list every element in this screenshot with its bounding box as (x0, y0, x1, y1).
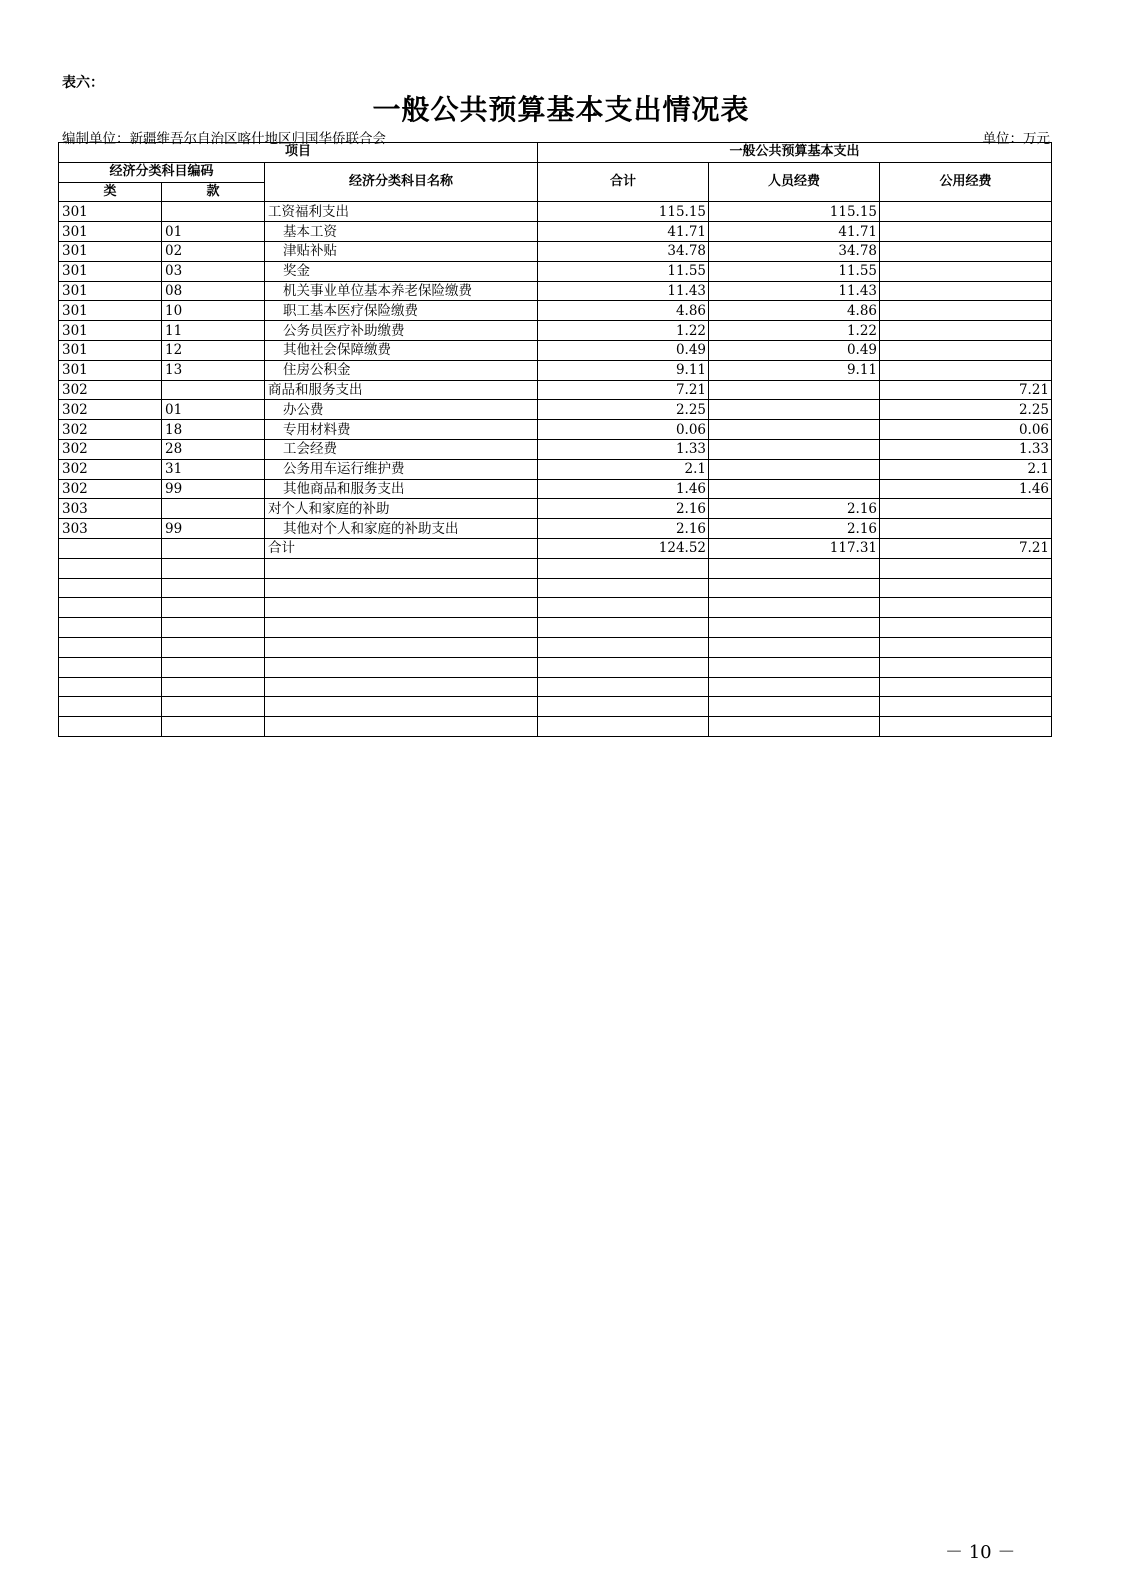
page-title: 一般公共预算基本支出情况表 (372, 93, 750, 126)
cell-name (265, 558, 538, 578)
cell-public (880, 578, 1052, 598)
table-row (59, 420, 1052, 440)
cell-public (880, 519, 1052, 539)
cell-name: 对个人和家庭的补助 (265, 499, 538, 519)
table-row (59, 657, 1052, 677)
cell-public: 2.25 (880, 400, 1052, 420)
cell-personnel: 0.49 (709, 340, 880, 360)
header-code-group: 经济分类科目编码 (59, 162, 265, 182)
cell-lei: 302 (59, 400, 162, 420)
table-row (59, 697, 1052, 717)
cell-personnel: 115.15 (709, 202, 880, 222)
cell-public (880, 697, 1052, 717)
cell-name: 商品和服务支出 (265, 380, 538, 400)
cell-public (880, 340, 1052, 360)
cell-name (265, 618, 538, 638)
table-row (59, 479, 1052, 499)
cell-kuan (162, 677, 265, 697)
cell-personnel (709, 697, 880, 717)
cell-kuan: 02 (162, 241, 265, 261)
cell-name: 其他商品和服务支出 (265, 479, 538, 499)
cell-lei (59, 637, 162, 657)
cell-public: 1.46 (880, 479, 1052, 499)
cell-personnel (709, 558, 880, 578)
cell-personnel: 2.16 (709, 499, 880, 519)
cell-lei: 302 (59, 479, 162, 499)
cell-public (880, 241, 1052, 261)
cell-personnel: 9.11 (709, 360, 880, 380)
cell-total: 7.21 (538, 380, 709, 400)
cell-lei (59, 697, 162, 717)
cell-lei: 302 (59, 380, 162, 400)
cell-public (880, 301, 1052, 321)
cell-total: 11.55 (538, 261, 709, 281)
table-row (59, 360, 1052, 380)
cell-kuan: 12 (162, 340, 265, 360)
cell-lei: 301 (59, 261, 162, 281)
cell-lei (59, 677, 162, 697)
table-row (59, 202, 1052, 222)
cell-kuan (162, 202, 265, 222)
cell-total (538, 657, 709, 677)
cell-public (880, 222, 1052, 242)
cell-public: 1.33 (880, 439, 1052, 459)
cell-kuan: 13 (162, 360, 265, 380)
cell-personnel (709, 637, 880, 657)
cell-lei: 301 (59, 340, 162, 360)
table-body (59, 202, 1052, 737)
cell-public: 7.21 (880, 380, 1052, 400)
table-row (59, 618, 1052, 638)
cell-name: 奖金 (265, 261, 538, 281)
cell-total: 2.16 (538, 499, 709, 519)
cell-lei (59, 538, 162, 558)
cell-name: 职工基本医疗保险缴费 (265, 301, 538, 321)
table-row (59, 459, 1052, 479)
cell-total (538, 618, 709, 638)
cell-total: 2.25 (538, 400, 709, 420)
cell-kuan (162, 380, 265, 400)
cell-personnel: 117.31 (709, 538, 880, 558)
cell-kuan (162, 657, 265, 677)
cell-total: 9.11 (538, 360, 709, 380)
cell-personnel: 41.71 (709, 222, 880, 242)
table-row (59, 241, 1052, 261)
cell-total: 4.86 (538, 301, 709, 321)
cell-total (538, 637, 709, 657)
cell-personnel: 4.86 (709, 301, 880, 321)
cell-public (880, 657, 1052, 677)
cell-personnel: 11.55 (709, 261, 880, 281)
cell-name: 专用材料费 (265, 420, 538, 440)
cell-public (880, 637, 1052, 657)
cell-personnel (709, 717, 880, 737)
cell-total: 124.52 (538, 538, 709, 558)
cell-kuan: 28 (162, 439, 265, 459)
cell-public (880, 677, 1052, 697)
cell-public (880, 598, 1052, 618)
cell-total: 115.15 (538, 202, 709, 222)
cell-kuan: 01 (162, 222, 265, 242)
cell-lei: 301 (59, 281, 162, 301)
table-row (59, 677, 1052, 697)
money-unit: 单位：万元 (982, 131, 1050, 147)
table-row (59, 261, 1052, 281)
cell-total: 0.49 (538, 340, 709, 360)
cell-public: 0.06 (880, 420, 1052, 440)
cell-personnel: 11.43 (709, 281, 880, 301)
cell-kuan: 31 (162, 459, 265, 479)
cell-name: 津贴补贴 (265, 241, 538, 261)
header-name: 经济分类科目名称 (265, 162, 538, 202)
header-public: 公用经费 (880, 162, 1052, 202)
cell-name (265, 637, 538, 657)
cell-kuan (162, 717, 265, 737)
cell-personnel (709, 439, 880, 459)
cell-lei: 302 (59, 459, 162, 479)
header-lei: 类 (59, 182, 162, 202)
cell-kuan (162, 598, 265, 618)
cell-personnel (709, 380, 880, 400)
cell-total: 2.1 (538, 459, 709, 479)
cell-kuan: 08 (162, 281, 265, 301)
cell-name: 机关事业单位基本养老保险缴费 (265, 281, 538, 301)
cell-name: 公务员医疗补助缴费 (265, 321, 538, 341)
table-row (59, 558, 1052, 578)
cell-lei: 301 (59, 301, 162, 321)
table-row (59, 222, 1052, 242)
table-row (59, 281, 1052, 301)
cell-total: 1.22 (538, 321, 709, 341)
cell-lei: 303 (59, 519, 162, 539)
cell-name (265, 598, 538, 618)
sheet-label: 表六： (62, 75, 104, 91)
cell-name: 办公费 (265, 400, 538, 420)
cell-kuan: 18 (162, 420, 265, 440)
cell-total: 41.71 (538, 222, 709, 242)
cell-lei (59, 598, 162, 618)
cell-name (265, 717, 538, 737)
cell-personnel: 34.78 (709, 241, 880, 261)
cell-lei: 301 (59, 360, 162, 380)
cell-public (880, 281, 1052, 301)
table-row (59, 340, 1052, 360)
cell-personnel (709, 677, 880, 697)
cell-name (265, 697, 538, 717)
cell-personnel: 2.16 (709, 519, 880, 539)
cell-kuan (162, 499, 265, 519)
header-personnel: 人员经费 (709, 162, 880, 202)
cell-public: 2.1 (880, 459, 1052, 479)
cell-public (880, 261, 1052, 281)
cell-personnel (709, 459, 880, 479)
cell-name: 工资福利支出 (265, 202, 538, 222)
cell-kuan: 01 (162, 400, 265, 420)
cell-personnel (709, 657, 880, 677)
cell-public (880, 499, 1052, 519)
table-row (59, 519, 1052, 539)
cell-public (880, 202, 1052, 222)
cell-public (880, 360, 1052, 380)
cell-public (880, 321, 1052, 341)
cell-kuan (162, 618, 265, 638)
cell-total: 2.16 (538, 519, 709, 539)
header-project: 项目 (59, 143, 538, 163)
table-row (59, 637, 1052, 657)
table-row (59, 598, 1052, 618)
cell-lei: 301 (59, 241, 162, 261)
cell-lei: 303 (59, 499, 162, 519)
table-row (59, 499, 1052, 519)
cell-personnel (709, 578, 880, 598)
cell-name (265, 657, 538, 677)
header-budget-group: 一般公共预算基本支出 (538, 143, 1052, 163)
table-row (59, 717, 1052, 737)
cell-personnel (709, 598, 880, 618)
table-row (59, 380, 1052, 400)
cell-lei: 302 (59, 420, 162, 440)
cell-total (538, 558, 709, 578)
table-row (59, 439, 1052, 459)
cell-name: 住房公积金 (265, 360, 538, 380)
header-total: 合计 (538, 162, 709, 202)
cell-name: 公务用车运行维护费 (265, 459, 538, 479)
cell-kuan (162, 697, 265, 717)
cell-name: 工会经费 (265, 439, 538, 459)
cell-total: 1.33 (538, 439, 709, 459)
cell-public (880, 558, 1052, 578)
cell-total: 11.43 (538, 281, 709, 301)
page-number: － 10 － (945, 1542, 1016, 1563)
cell-name: 其他社会保障缴费 (265, 340, 538, 360)
cell-lei: 301 (59, 222, 162, 242)
cell-total: 34.78 (538, 241, 709, 261)
cell-total (538, 697, 709, 717)
cell-lei (59, 558, 162, 578)
cell-total (538, 677, 709, 697)
cell-name (265, 677, 538, 697)
org-unit: 编制单位：新疆维吾尔自治区喀什地区归国华侨联合会 (62, 131, 386, 147)
cell-public (880, 618, 1052, 638)
cell-lei: 302 (59, 439, 162, 459)
cell-kuan: 99 (162, 479, 265, 499)
cell-total (538, 598, 709, 618)
cell-kuan: 11 (162, 321, 265, 341)
cell-name (265, 578, 538, 598)
cell-kuan: 10 (162, 301, 265, 321)
cell-kuan: 03 (162, 261, 265, 281)
cell-kuan (162, 578, 265, 598)
table-row (59, 301, 1052, 321)
cell-lei (59, 578, 162, 598)
cell-kuan (162, 637, 265, 657)
header-kuan: 款 (162, 182, 265, 202)
cell-public: 7.21 (880, 538, 1052, 558)
budget-table (58, 142, 1052, 737)
cell-personnel (709, 618, 880, 638)
cell-lei (59, 618, 162, 638)
cell-name: 基本工资 (265, 222, 538, 242)
cell-total (538, 578, 709, 598)
table-row (59, 400, 1052, 420)
cell-personnel: 1.22 (709, 321, 880, 341)
cell-kuan (162, 538, 265, 558)
cell-lei: 301 (59, 321, 162, 341)
cell-lei (59, 657, 162, 677)
cell-total: 0.06 (538, 420, 709, 440)
cell-total (538, 717, 709, 737)
cell-lei (59, 717, 162, 737)
cell-lei: 301 (59, 202, 162, 222)
table-row (59, 538, 1052, 558)
cell-name: 其他对个人和家庭的补助支出 (265, 519, 538, 539)
cell-total: 1.46 (538, 479, 709, 499)
cell-personnel (709, 420, 880, 440)
cell-public (880, 717, 1052, 737)
table-row (59, 321, 1052, 341)
table-row (59, 578, 1052, 598)
cell-name: 合计 (265, 538, 538, 558)
cell-kuan: 99 (162, 519, 265, 539)
cell-personnel (709, 479, 880, 499)
cell-kuan (162, 558, 265, 578)
cell-personnel (709, 400, 880, 420)
